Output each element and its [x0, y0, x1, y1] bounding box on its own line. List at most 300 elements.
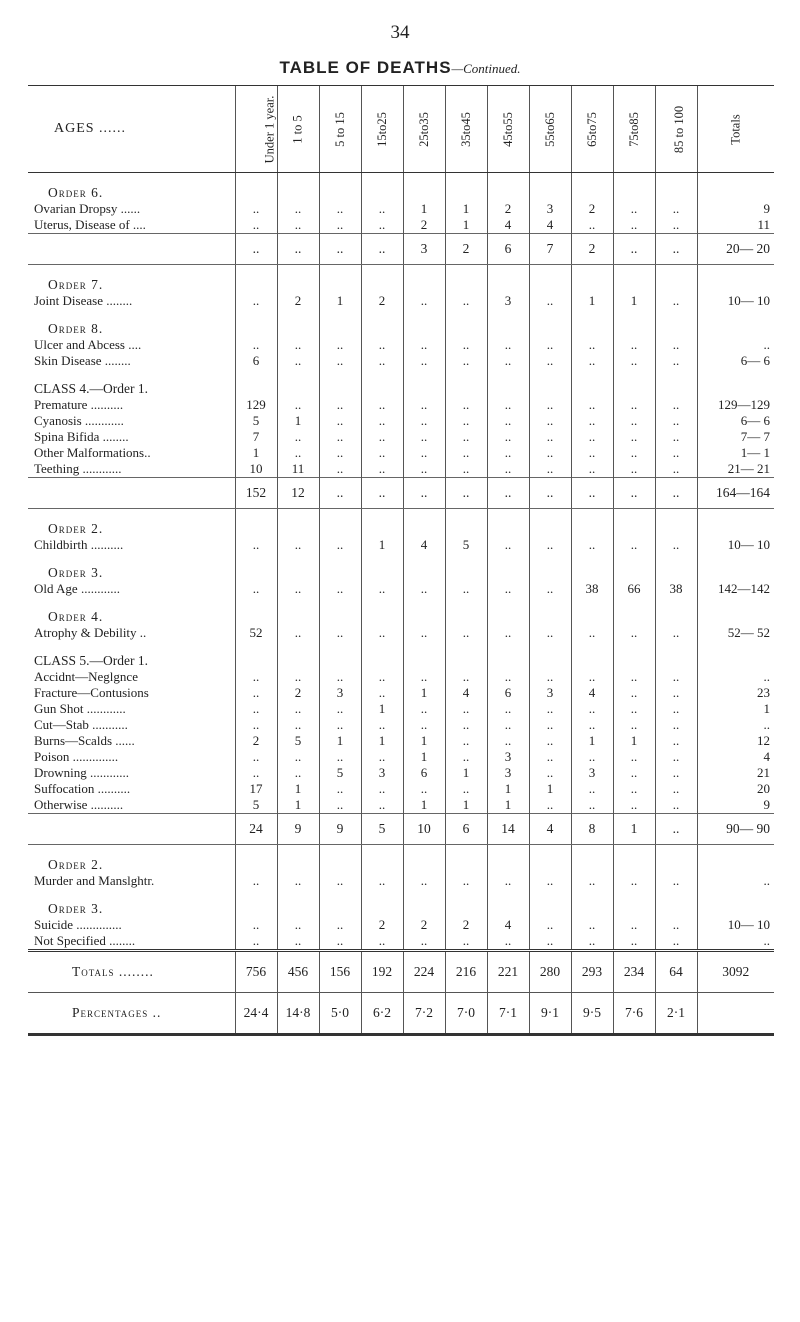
age-column-label: 35to45: [458, 112, 473, 147]
data-cell: 4: [571, 685, 613, 701]
subtotal-cell: ..: [319, 234, 361, 265]
empty-cell: [361, 309, 403, 337]
data-cell: 1: [403, 201, 445, 217]
subtotal-cell: 2: [571, 234, 613, 265]
data-cell: ..: [445, 669, 487, 685]
empty-cell: [571, 509, 613, 538]
empty-cell: [487, 553, 529, 581]
empty-cell: [529, 889, 571, 917]
empty-cell: [235, 597, 277, 625]
subtotal-cell: ..: [445, 478, 487, 509]
data-cell: ..: [529, 625, 571, 641]
data-cell: 1: [277, 781, 319, 797]
data-cell: ..: [319, 445, 361, 461]
data-cell: ..: [361, 797, 403, 814]
deaths-table: [28, 85, 774, 1036]
data-cell: 1: [613, 293, 655, 309]
data-cell: 1: [319, 293, 361, 309]
data-cell: ..: [361, 413, 403, 429]
empty-cell: [613, 309, 655, 337]
empty-cell: [655, 597, 697, 625]
data-cell: ..: [655, 733, 697, 749]
data-cell: 1: [277, 413, 319, 429]
order-heading-row: [28, 309, 774, 337]
age-column-label: 15to25: [374, 112, 389, 147]
data-cell: ..: [361, 201, 403, 217]
age-column-label: 5 to 15: [332, 112, 347, 147]
cause-label: Cyanosis ............: [34, 413, 124, 428]
empty-cell: [529, 553, 571, 581]
table-row: [28, 461, 774, 478]
data-cell: ..: [613, 797, 655, 814]
data-cell: ..: [529, 797, 571, 814]
data-cell: ..: [613, 429, 655, 445]
empty-cell: [319, 265, 361, 294]
percentage-cell: 9·1: [529, 993, 571, 1035]
subtotal-label: [28, 234, 235, 265]
empty-cell: [403, 309, 445, 337]
data-cell: ..: [529, 537, 571, 553]
data-cell: ..: [655, 685, 697, 701]
data-cell: ..: [487, 933, 529, 951]
age-column-header: [361, 86, 403, 173]
empty-cell: [445, 509, 487, 538]
data-cell: ..: [235, 749, 277, 765]
data-cell: ..: [655, 217, 697, 234]
data-cell: ..: [319, 625, 361, 641]
subtotal-cell: ..: [277, 234, 319, 265]
data-cell: ..: [277, 917, 319, 933]
data-cell: ..: [529, 917, 571, 933]
order-heading-row: [28, 889, 774, 917]
empty-cell: [403, 173, 445, 202]
subtotal-cell: 10: [403, 814, 445, 845]
row-total: ..: [697, 933, 774, 951]
empty-cell: [487, 369, 529, 397]
empty-cell: [697, 889, 774, 917]
empty-cell: [613, 553, 655, 581]
data-cell: ..: [445, 701, 487, 717]
subtotal-cell: 12: [277, 478, 319, 509]
data-cell: ..: [571, 701, 613, 717]
empty-cell: [235, 173, 277, 202]
data-cell: ..: [277, 217, 319, 234]
empty-cell: [487, 309, 529, 337]
class-heading: CLASS 4.—Order 1.: [34, 381, 148, 396]
empty-cell: [319, 641, 361, 669]
data-cell: 2: [277, 293, 319, 309]
table-row: [28, 717, 774, 733]
data-cell: ..: [403, 445, 445, 461]
data-cell: ..: [571, 537, 613, 553]
data-cell: ..: [277, 933, 319, 951]
age-column-header: [571, 86, 613, 173]
empty-cell: [487, 509, 529, 538]
data-cell: 2: [361, 917, 403, 933]
data-cell: ..: [445, 581, 487, 597]
data-cell: ..: [319, 781, 361, 797]
table-row: [28, 353, 774, 369]
cause-label: Old Age ............: [34, 581, 120, 596]
empty-cell: [445, 173, 487, 202]
subtotal-cell: ..: [613, 478, 655, 509]
data-cell: 1: [529, 781, 571, 797]
data-cell: 3: [529, 685, 571, 701]
totals-column-header: [697, 86, 774, 173]
table-row: [28, 781, 774, 797]
data-cell: 1: [571, 733, 613, 749]
empty-cell: [277, 641, 319, 669]
row-total: 10— 10: [697, 917, 774, 933]
empty-cell: [361, 265, 403, 294]
percentage-cell: 24·4: [235, 993, 277, 1035]
subtotal-cell: 6: [445, 814, 487, 845]
empty-cell: [613, 597, 655, 625]
data-cell: ..: [235, 933, 277, 951]
data-cell: ..: [319, 353, 361, 369]
data-cell: ..: [613, 625, 655, 641]
data-cell: ..: [655, 461, 697, 478]
data-cell: ..: [235, 717, 277, 733]
empty-cell: [361, 553, 403, 581]
data-cell: ..: [277, 201, 319, 217]
data-cell: ..: [529, 293, 571, 309]
data-cell: ..: [655, 397, 697, 413]
data-cell: 17: [235, 781, 277, 797]
data-cell: 129: [235, 397, 277, 413]
order-heading: Order 3.: [48, 901, 104, 916]
data-cell: ..: [277, 765, 319, 781]
percentage-cell: 9·5: [571, 993, 613, 1035]
data-cell: 1: [319, 733, 361, 749]
data-cell: ..: [319, 749, 361, 765]
percentage-total: [697, 993, 774, 1035]
totals-cell: 64: [655, 951, 697, 993]
table-row: [28, 537, 774, 553]
row-total: ..: [697, 873, 774, 889]
data-cell: ..: [361, 445, 403, 461]
age-column-header: [319, 86, 361, 173]
data-cell: ..: [529, 873, 571, 889]
empty-cell: [361, 597, 403, 625]
data-cell: 1: [487, 797, 529, 814]
empty-cell: [697, 641, 774, 669]
empty-cell: [319, 509, 361, 538]
data-cell: ..: [571, 917, 613, 933]
table-title: [0, 58, 800, 78]
table-row: [28, 397, 774, 413]
data-cell: ..: [655, 293, 697, 309]
data-cell: ..: [655, 933, 697, 951]
empty-cell: [361, 509, 403, 538]
age-column-label: 85 to 100: [671, 105, 686, 154]
data-cell: ..: [613, 765, 655, 781]
empty-cell: [613, 641, 655, 669]
table-row: [28, 733, 774, 749]
empty-cell: [403, 265, 445, 294]
data-cell: 1: [403, 733, 445, 749]
empty-cell: [277, 309, 319, 337]
empty-cell: [655, 369, 697, 397]
row-total: 9: [697, 797, 774, 814]
data-cell: ..: [487, 429, 529, 445]
table-row: [28, 933, 774, 951]
age-column-header: [277, 86, 319, 173]
subtotal-row: [28, 814, 774, 845]
subtotal-cell: ..: [235, 234, 277, 265]
data-cell: 52: [235, 625, 277, 641]
data-cell: ..: [571, 461, 613, 478]
data-cell: ..: [277, 337, 319, 353]
data-cell: ..: [571, 717, 613, 733]
data-cell: ..: [403, 625, 445, 641]
cause-label: Fracture—Contusions: [34, 685, 149, 700]
data-cell: 1: [403, 797, 445, 814]
data-cell: ..: [235, 669, 277, 685]
data-cell: 5: [277, 733, 319, 749]
age-column-label: 25to35: [416, 112, 431, 147]
table-row: [28, 669, 774, 685]
table-row: [28, 581, 774, 597]
empty-cell: [487, 845, 529, 874]
ages-header: AGES ......: [28, 86, 235, 173]
empty-cell: [529, 509, 571, 538]
data-cell: ..: [319, 217, 361, 234]
class-heading-row: [28, 641, 774, 669]
data-cell: ..: [655, 873, 697, 889]
age-column-label: 65to75: [584, 112, 599, 147]
data-cell: ..: [235, 685, 277, 701]
data-cell: 1: [445, 765, 487, 781]
age-column-header: [403, 86, 445, 173]
empty-cell: [697, 553, 774, 581]
totals-cell: 756: [235, 951, 277, 993]
data-cell: ..: [613, 685, 655, 701]
order-heading: Order 7.: [48, 277, 104, 292]
data-cell: 5: [445, 537, 487, 553]
empty-cell: [529, 597, 571, 625]
order-heading-row: [28, 553, 774, 581]
empty-cell: [655, 889, 697, 917]
row-total: 6— 6: [697, 413, 774, 429]
table-row: [28, 201, 774, 217]
data-cell: ..: [319, 461, 361, 478]
row-total: 7— 7: [697, 429, 774, 445]
data-cell: ..: [655, 537, 697, 553]
cause-label: Uterus, Disease of ....: [34, 217, 146, 232]
data-cell: ..: [403, 873, 445, 889]
row-total: 1: [697, 701, 774, 717]
data-cell: ..: [277, 717, 319, 733]
data-cell: ..: [613, 537, 655, 553]
cause-label: Ovarian Dropsy ......: [34, 201, 141, 216]
data-cell: ..: [613, 201, 655, 217]
table-row: [28, 917, 774, 933]
subtotal-cell: ..: [529, 478, 571, 509]
age-column-label: 1 to 5: [290, 115, 305, 144]
empty-cell: [445, 889, 487, 917]
empty-cell: [403, 845, 445, 874]
data-cell: ..: [319, 581, 361, 597]
empty-cell: [403, 553, 445, 581]
data-cell: ..: [361, 353, 403, 369]
empty-cell: [697, 173, 774, 202]
data-cell: 5: [235, 413, 277, 429]
data-cell: 3: [487, 749, 529, 765]
data-cell: 2: [403, 917, 445, 933]
empty-cell: [277, 173, 319, 202]
totals-label: Totals ........: [28, 951, 235, 993]
empty-cell: [445, 845, 487, 874]
data-cell: 1: [235, 445, 277, 461]
totals-cell: 456: [277, 951, 319, 993]
empty-cell: [277, 553, 319, 581]
cause-label: Premature ..........: [34, 397, 124, 412]
data-cell: ..: [487, 717, 529, 733]
subtotal-total: 164—164: [697, 478, 774, 509]
data-cell: 1: [613, 733, 655, 749]
totals-row: [28, 951, 774, 993]
data-cell: ..: [571, 781, 613, 797]
empty-cell: [235, 553, 277, 581]
data-cell: ..: [487, 353, 529, 369]
data-cell: ..: [571, 873, 613, 889]
data-cell: ..: [529, 765, 571, 781]
data-cell: ..: [529, 701, 571, 717]
data-cell: ..: [361, 461, 403, 478]
percentage-cell: 7·0: [445, 993, 487, 1035]
data-cell: ..: [529, 429, 571, 445]
empty-cell: [613, 369, 655, 397]
data-cell: ..: [277, 537, 319, 553]
age-column-label: 75to85: [626, 112, 641, 147]
data-cell: ..: [571, 429, 613, 445]
data-cell: 6: [235, 353, 277, 369]
totals-cell: 216: [445, 951, 487, 993]
age-column-header: [235, 86, 277, 173]
percentage-cell: 7·6: [613, 993, 655, 1035]
empty-cell: [571, 597, 613, 625]
data-cell: ..: [655, 445, 697, 461]
empty-cell: [655, 173, 697, 202]
empty-cell: [697, 509, 774, 538]
data-cell: 1: [487, 781, 529, 797]
data-cell: ..: [277, 873, 319, 889]
empty-cell: [529, 845, 571, 874]
data-cell: ..: [361, 217, 403, 234]
data-cell: ..: [403, 353, 445, 369]
table-row: [28, 625, 774, 641]
subtotal-cell: 9: [277, 814, 319, 845]
data-cell: 1: [361, 733, 403, 749]
data-cell: ..: [445, 625, 487, 641]
row-total: 1— 1: [697, 445, 774, 461]
data-cell: ..: [613, 413, 655, 429]
empty-cell: [529, 173, 571, 202]
empty-cell: [571, 889, 613, 917]
data-cell: ..: [403, 933, 445, 951]
subtotal-cell: ..: [655, 478, 697, 509]
grand-total: 3092: [697, 951, 774, 993]
age-column-header: [613, 86, 655, 173]
data-cell: ..: [235, 201, 277, 217]
empty-cell: [655, 641, 697, 669]
data-cell: ..: [613, 217, 655, 234]
data-cell: ..: [277, 429, 319, 445]
cause-label: Joint Disease ........: [34, 293, 133, 308]
data-cell: ..: [277, 669, 319, 685]
empty-cell: [235, 509, 277, 538]
empty-cell: [571, 173, 613, 202]
percentage-cell: 2·1: [655, 993, 697, 1035]
table-row: [28, 749, 774, 765]
percentages-row: [28, 993, 774, 1035]
empty-cell: [487, 597, 529, 625]
row-total: 9: [697, 201, 774, 217]
data-cell: ..: [319, 917, 361, 933]
table-row: [28, 429, 774, 445]
empty-cell: [697, 597, 774, 625]
data-cell: 10: [235, 461, 277, 478]
data-cell: ..: [361, 933, 403, 951]
data-cell: ..: [403, 669, 445, 685]
cause-label: Poison ..............: [34, 749, 119, 764]
data-cell: ..: [655, 337, 697, 353]
data-cell: 2: [571, 201, 613, 217]
data-cell: ..: [613, 397, 655, 413]
table-row: [28, 765, 774, 781]
header-row: [28, 86, 774, 173]
empty-cell: [403, 369, 445, 397]
data-cell: ..: [613, 717, 655, 733]
data-cell: 3: [571, 765, 613, 781]
age-column-label: Under 1 year.: [261, 95, 276, 164]
data-cell: 4: [403, 537, 445, 553]
percentage-cell: 6·2: [361, 993, 403, 1035]
row-total: 23: [697, 685, 774, 701]
data-cell: ..: [361, 397, 403, 413]
data-cell: ..: [487, 733, 529, 749]
data-cell: 1: [571, 293, 613, 309]
totals-cell: 221: [487, 951, 529, 993]
empty-cell: [361, 845, 403, 874]
data-cell: ..: [487, 413, 529, 429]
data-cell: ..: [277, 581, 319, 597]
data-cell: 38: [571, 581, 613, 597]
order-heading: Order 2.: [48, 857, 104, 872]
data-cell: 1: [403, 749, 445, 765]
data-cell: 1: [445, 201, 487, 217]
age-column-header: [529, 86, 571, 173]
data-cell: ..: [655, 797, 697, 814]
data-cell: 7: [235, 429, 277, 445]
data-cell: ..: [529, 461, 571, 478]
data-cell: ..: [487, 537, 529, 553]
data-cell: ..: [361, 685, 403, 701]
empty-cell: [445, 597, 487, 625]
data-cell: ..: [361, 429, 403, 445]
cause-label: Childbirth ..........: [34, 537, 124, 552]
empty-cell: [403, 597, 445, 625]
data-cell: ..: [361, 625, 403, 641]
data-cell: ..: [655, 749, 697, 765]
empty-cell: [697, 845, 774, 874]
empty-cell: [655, 553, 697, 581]
data-cell: ..: [319, 701, 361, 717]
table-row: [28, 217, 774, 234]
subtotal-label: [28, 814, 235, 845]
empty-cell: [277, 509, 319, 538]
